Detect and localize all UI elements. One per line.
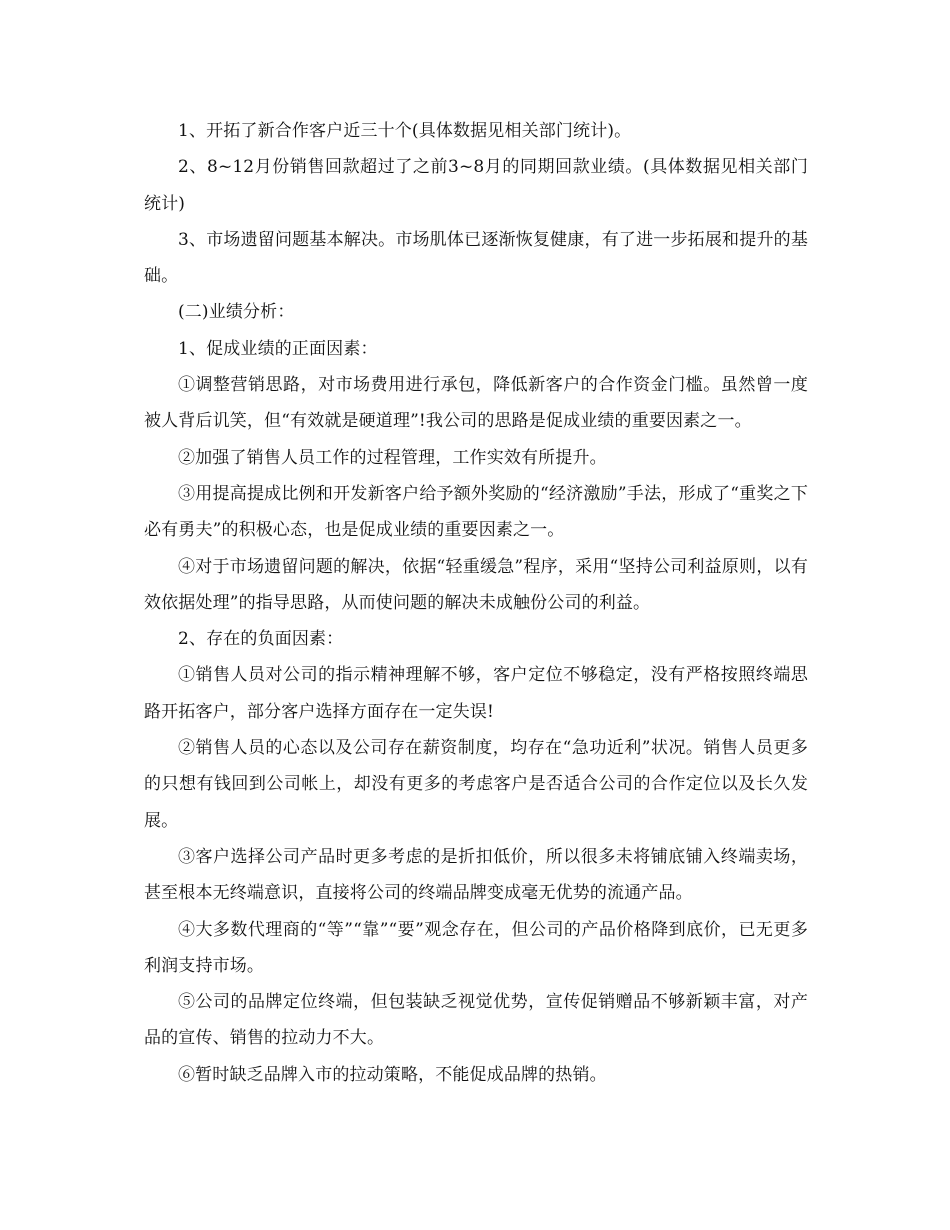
paragraph-new-clients: 1、开拓了新合作客户近三十个(具体数据见相关部门统计)。 <box>178 121 632 141</box>
paragraph-negative-1: ①销售人员对公司的指示精神理解不够，客户定位不够稳定，没有严格按照终端思路开拓客户，部分客户选择方面存在一定失误! <box>144 665 808 722</box>
paragraph-negative-4: ④大多数代理商的“等”“靠”“要”观念存在，但公司的产品价格降到底价，已无更多利润支持市场。 <box>144 919 808 976</box>
paragraph-negative-2: ②销售人员的心态以及公司存在薪资制度，均存在“急功近利”状况。销售人员更多的只想有钱回到公司帐上，却没有更多的考虑客户是否适合公司的合作定位以及长久发展。 <box>144 738 808 831</box>
subheading-positive-factors: 1、促成业绩的正面因素： <box>178 338 378 359</box>
paragraph-positive-2: ②加强了销售人员工作的过程管理，工作实效有所提升。 <box>178 447 607 468</box>
document-body <box>144 113 808 1093</box>
paragraph-positive-3: ③用提高提成比例和开发新客户给予额外奖励的“经济激励”手法，形成了“重奖之下必有勇夫”的积极心态，也是促成业绩的重要因素之一。 <box>144 483 808 541</box>
paragraph-legacy-issues: 3、市场遗留问题基本解决。市场肌体已逐渐恢复健康，有了进一步拓展和提升的基础。 <box>144 229 808 287</box>
paragraph-negative-3: ③客户选择公司产品时更多考虑的是折扣低价，所以很多未将铺底铺入终端卖场，甚至根本无终端意识，直接将公司的终端品牌变成毫无优势的流通产品。 <box>144 846 808 904</box>
paragraph-positive-4: ④对于市场遗留问题的解决，依据“轻重缓急”程序，采用“坚持公司利益原则，以有效依据处理”的指导思路，从而使问题的解决未成触份公司的利益。 <box>144 556 808 613</box>
paragraph-negative-6: ⑥暂时缺乏品牌入市的拉动策略，不能促成品牌的热销。 <box>178 1064 607 1085</box>
paragraph-negative-5: ⑤公司的品牌定位终端，但包装缺乏视觉优势，宣传促销赠品不够新颖丰富，对产品的宣传、销售的拉动力不大。 <box>144 992 808 1049</box>
section-heading-performance-analysis: (二)业绩分析： <box>178 302 295 323</box>
paragraph-payment-collection: 2、8~12月份销售回款超过了之前3~8月的同期回款业绩。(具体数据见相关部门统计) <box>144 157 808 214</box>
paragraph-positive-1: ①调整营销思路，对市场费用进行承包，降低新客户的合作资金门槛。虽然曾一度被人背后讥笑，但“有效就是硬道理”!我公司的思路是促成业绩的重要因素之一。 <box>144 375 808 432</box>
subheading-negative-factors: 2、存在的负面因素： <box>178 629 344 650</box>
